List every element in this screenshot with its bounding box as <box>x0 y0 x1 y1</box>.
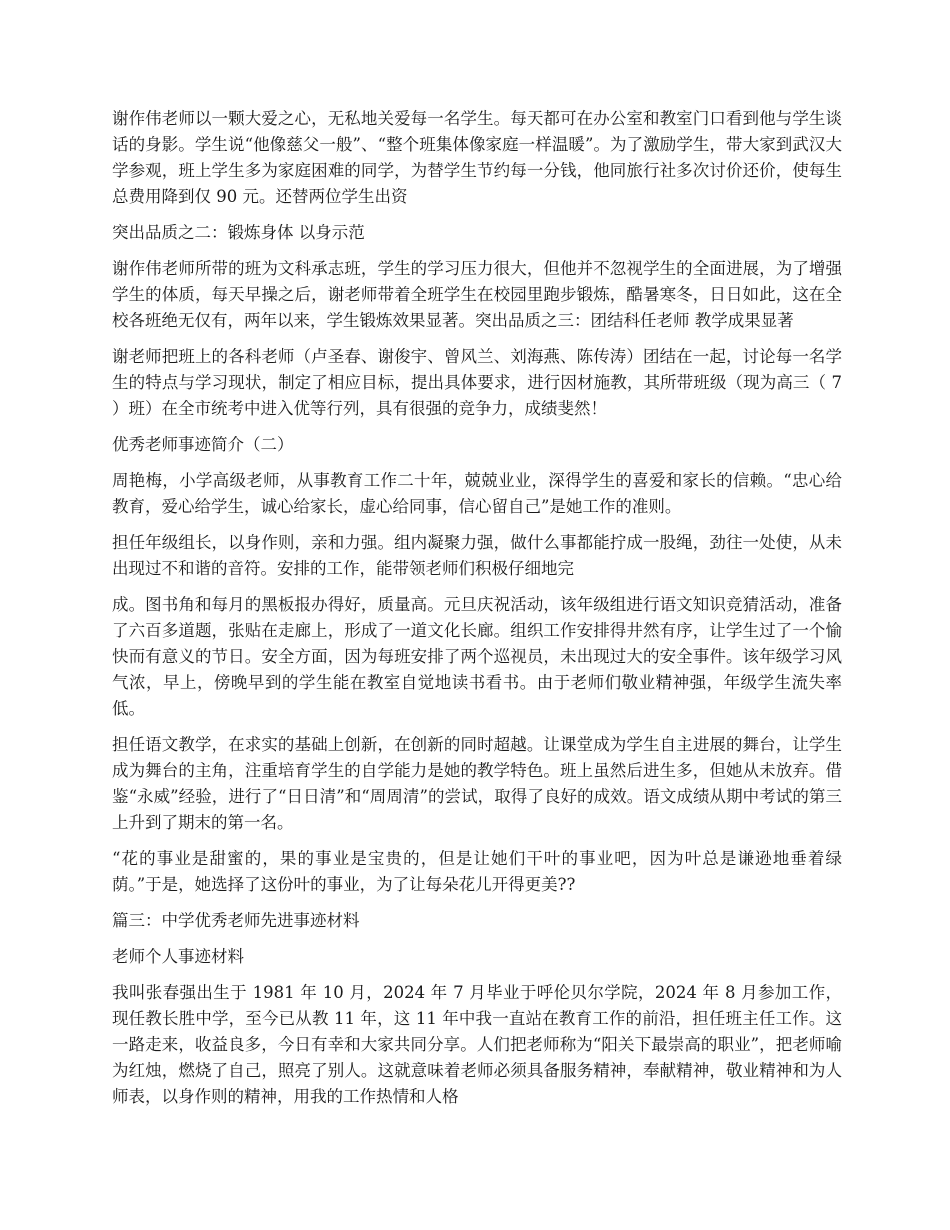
paragraph: 谢作伟老师所带的班为文科承志班，学生的学习压力很大，但他并不忽视学生的全面进展，为了增强学生的体质，每天早操之后，谢老师带着全班学生在校园里跑步锻炼，酷暑寒冬，日日如此，这在全校各班绝无仅有，两年以来，学生锻炼效果显著。突出品质之三：团结科任老师 教学成果显著 <box>112 259 842 330</box>
paragraph: 我叫张春强出生于 1981 年 10 月，2024 年 7 月毕业于呼伦贝尔学院，2024 年 8 月参加工作，现任教长胜中学，至今已从教 11 年，这 11 年中我一直站在教育工作的前沿，担任班主任工作。这一路走来，收益良多，今日有幸和大家共同分享。人们把老师称为“阳关下最崇高的职业”，把老师喻为红烛，燃烧了自己，照亮了别人。这就意味着老师必须具备服务精神，奉献精神，敬业精神和为人师表，以身作则的精神，用我的工作热情和人格 <box>112 983 842 1106</box>
paragraph: 担任年级组长，以身作则，亲和力强。组内凝聚力强，做什么事都能拧成一股绳，劲往一处使，从未出现过不和谐的音符。安排的工作，能带领老师们积极仔细地完 <box>112 533 842 578</box>
document-body <box>112 106 842 1120</box>
paragraph: “花的事业是甜蜜的，果的事业是宝贵的，但是让她们干叶的事业吧，因为叶总是谦逊地垂着绿荫。”于是，她选择了这份叶的事业，为了让每朵花儿开得更美?? <box>112 849 842 894</box>
section-heading: 老师个人事迹材料 <box>112 947 244 966</box>
paragraph: 谢老师把班上的各科老师（卢圣春、谢俊宇、曾风兰、刘海燕、陈传涛）团结在一起，讨论每一名学生的特点与学习现状，制定了相应目标，提出具体要求，进行因材施教，其所带班级（现为高三（ 7 ）班）在全市统考中进入优等行列，具有很强的竞争力，成绩斐然！ <box>112 347 842 418</box>
paragraph: 担任语文教学，在求实的基础上创新，在创新的同时超越。让课堂成为学生自主进展的舞台，让学生成为舞台的主角，注重培育学生的自学能力是她的教学特色。班上虽然后进生多，但她从未放弃。借鉴“永威”经验，进行了“日日清”和“周周清”的尝试，取得了良好的成效。语文成绩从期中考试的第三上升到了期末的第一名。 <box>112 735 842 832</box>
paragraph: 谢作伟老师以一颗大爱之心，无私地关爱每一名学生。每天都可在办公室和教室门口看到他与学生谈话的身影。学生说“他像慈父一般”、“整个班集体像家庭一样温暖”。为了激励学生，带大家到武汉大学参观，班上学生多为家庭困难的同学，为替学生节约每一分钱，他同旅行社多次讨价还价，使每生总费用降到仅 90 元。还替两位学生出资 <box>112 109 842 206</box>
paragraph: 成。图书角和每月的黑板报办得好，质量高。元旦庆祝活动，该年级组进行语文知识竞猜活动，准备了六百多道题，张贴在走廊上，形成了一道文化长廊。组织工作安排得井然有序，让学生过了一个愉快而有意义的节日。安全方面，因为每班安排了两个巡视员，未出现过大的安全事件。该年级学习风气浓，早上，傍晚早到的学生能在教室自觉地读书看书。由于老师们敬业精神强，年级学生流失率低。 <box>112 595 842 718</box>
paragraph: 周艳梅，小学高级老师，从事教育工作二十年，兢兢业业，深得学生的喜爱和家长的信赖。“忠心给教育，爱心给学生，诚心给家长，虚心给同事，信心留自己”是她工作的准则。 <box>112 471 842 516</box>
section-heading: 突出品质之二：锻炼身体 以身示范 <box>112 223 365 242</box>
section-heading: 优秀老师事迹简介（二） <box>112 435 294 454</box>
section-heading: 篇三：中学优秀老师先进事迹材料 <box>112 911 360 930</box>
